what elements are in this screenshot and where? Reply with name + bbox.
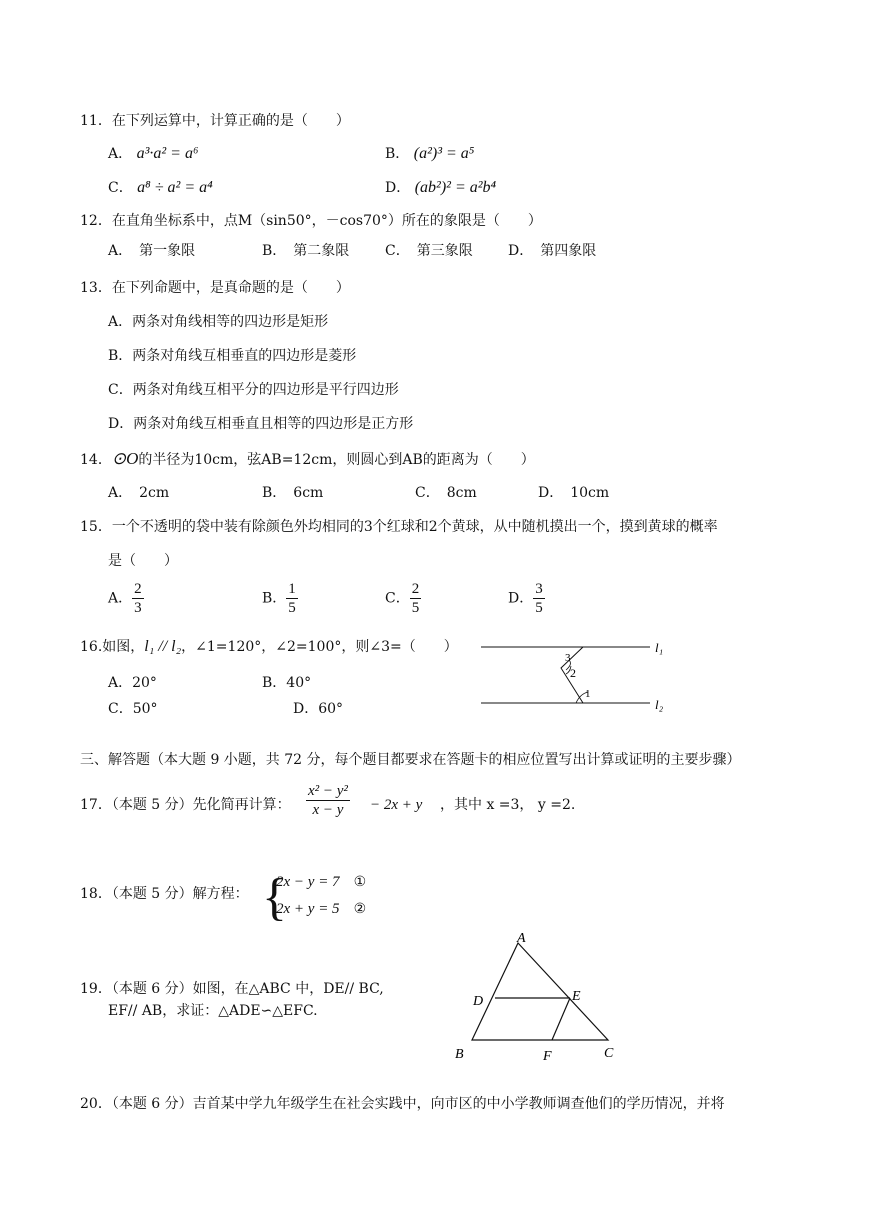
label-f: F [543, 1049, 552, 1064]
q15-option-d: D． $\frac{3}{5}$ [508, 581, 543, 616]
section3-heading: 三、解答题（本大题 9 小题，共 72 分，每个题目都要求在答题卡的相应位置写出计算或证明的主要步骤） [80, 752, 741, 768]
q11-option-c: C． a⁸ ÷ a² = a⁴ [108, 179, 213, 196]
q11-stem: 11．在下列运算中，计算正确的是（ ） [80, 113, 350, 129]
label-l2: l₂ [655, 697, 664, 712]
label-l1: l₁ [655, 640, 664, 655]
q19-line1: 19．（本题 6 分）如图，在△ABC 中，DE// BC, [80, 981, 384, 997]
q16-stem: 16.如图，l₁ // l₂，∠1=120°，∠2=100°，则∠3=（ ） [80, 638, 458, 655]
q17-suffix: ，其中 x =3， y =2. [440, 797, 576, 813]
q14-option-c: C． 8cm [415, 485, 477, 501]
q16-option-c: C．50° [108, 701, 158, 717]
q14-option-b: B． 6cm [262, 485, 324, 501]
q18-prefix: 18．（本题 5 分）解方程： [80, 886, 249, 902]
q12-option-c: C． 第三象限 [385, 243, 473, 259]
q13-option-a: A．两条对角线相等的四边形是矩形 [108, 314, 329, 330]
q15-stem: 15．一个不透明的袋中装有除颜色外均相同的3个红球和2个黄球，从中随机摸出一个，摸到黄球的概率 [80, 519, 718, 535]
q11-option-b: B． (a²)³ = a⁵ [385, 145, 475, 162]
label-d: D [473, 994, 484, 1009]
q11-option-d: D． (ab²)² = a²b⁴ [385, 179, 497, 196]
q18-brace: { [262, 869, 287, 926]
label-c: C [604, 1046, 614, 1061]
label-angle2: 2 [570, 666, 576, 680]
q20-stem: 20．（本题 6 分）吉首某中学九年级学生在社会实践中，向市区的中小学教师调查他们的学历情况，并将 [80, 1096, 725, 1112]
q18-eq2: 2x + y = 5 ② [276, 901, 367, 917]
q16-option-d: D．60° [293, 701, 344, 717]
triangle-abc [472, 943, 608, 1040]
q12-option-d: D． 第四象限 [508, 243, 597, 259]
q13-stem: 13．在下列命题中，是真命题的是（ ） [80, 280, 350, 296]
q16-option-b: B．40° [262, 675, 312, 691]
q15-stem-cont: 是（ ） [108, 553, 178, 569]
label-angle1: 1 [585, 688, 591, 700]
label-e: E [572, 989, 581, 1004]
q14-stem: 14．⊙O的半径为10cm，弦AB=12cm，则圆心到AB的距离为（ ） [80, 449, 535, 468]
q11-option-a: A． a³·a² = a⁶ [108, 145, 199, 162]
q17-fraction: $\frac{\text{x² − y²}}{x - y}$ [308, 783, 348, 818]
segment-ef [552, 998, 570, 1040]
q13-option-b: B．两条对角线互相垂直的四边形是菱形 [108, 348, 357, 364]
q15-option-a: A． $\frac{2}{3}$ [108, 581, 142, 616]
q16-option-a: A．20° [108, 675, 157, 691]
q12-option-b: B． 第二象限 [262, 243, 350, 259]
q19-line2: EF// AB，求证：△ADE∽△EFC. [108, 1003, 318, 1019]
q14-option-d: D． 10cm [538, 485, 610, 501]
q12-stem: 12．在直角坐标系中，点M（sin50°，－cos70°）所在的象限是（ ） [80, 213, 542, 229]
label-a: A [517, 931, 526, 946]
q15-option-c: C． $\frac{2}{5}$ [385, 581, 420, 616]
q14-option-a: A． 2cm [108, 485, 170, 501]
label-angle3: 3 [565, 652, 571, 664]
q17-rest: − 2x + y [370, 797, 423, 813]
q13-option-d: D．两条对角线互相垂直且相等的四边形是正方形 [108, 416, 414, 432]
label-b: B [455, 1047, 464, 1062]
q17-prefix: 17．（本题 5 分）先化简再计算： [80, 797, 291, 813]
q15-option-b: B． $\frac{1}{5}$ [262, 581, 296, 616]
q18-eq1: 2x − y = 7 ① [276, 874, 367, 890]
q13-option-c: C．两条对角线互相平分的四边形是平行四边形 [108, 382, 399, 398]
q12-option-a: A． 第一象限 [108, 243, 196, 259]
